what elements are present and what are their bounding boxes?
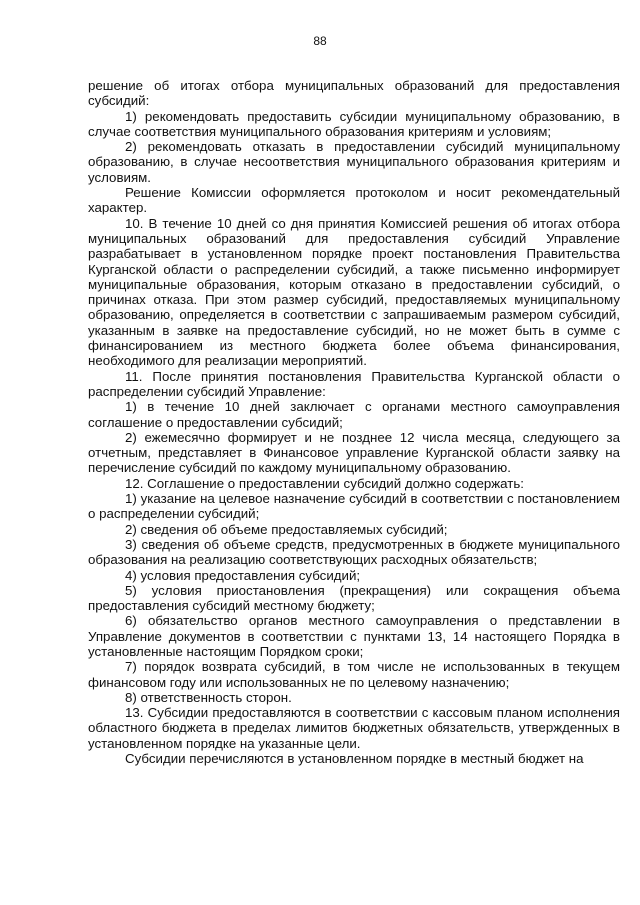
paragraph: 8) ответственность сторон. — [125, 689, 292, 705]
paragraph: 5) условия приостановления (прекращения) или сокращения объема предоставления субсидий местному бюджету; — [88, 582, 620, 614]
paragraph: 1) рекомендовать предоставить субсидии муниципальному образованию, в случае соответствия муниципального образования критериям и условиям; — [88, 108, 620, 139]
paragraph: 3) сведения об объеме средств, предусмотренных в бюджете муниципального образования на реализацию соответствующих расходных обязательств; — [88, 536, 620, 568]
paragraph: 4) условия предоставления субсидий; — [125, 567, 361, 583]
paragraph: решение об итогах отбора муниципальных образований для предоставления субсидий: — [88, 78, 620, 109]
paragraph: 12. Соглашение о предоставлении субсидий должно содержать: — [125, 475, 524, 491]
paragraph: 11. После принятия постановления Правительства Курганской области о распределении субсидий Управление: — [88, 368, 620, 399]
paragraph: 7) порядок возврата субсидий, в том числе не использованных в текущем финансовом году или использованных не по целевому назначению; — [88, 659, 620, 690]
paragraph: 10. В течение 10 дней со дня принятия Комиссией решения об итогах отбора муниципальных образований для предоставления субсидий Управление разрабатывает в установленном порядке проект постановления Правительства Курганской области о распределении субсидий, а также письменно информирует муниципальные образования, которым отказано в предоставлении субсидий, о причинах отказа. При этом размер субсидий, предоставляемых муниципальному образованию, определяется в соответствии с запрашиваемым размером субсидий, указанным в заявке на предоставление субсидий, но не может быть в сумме с финансированием из местного бюджета более объема финансирования, необходимого для реализации мероприятий. — [88, 215, 620, 369]
paragraph: Субсидии перечисляются в установленном порядке в местный бюджет на — [125, 751, 584, 767]
paragraph: 1) указание на целевое назначение субсидий в соответствии с постановлением о распределении субсидий; — [88, 491, 620, 522]
paragraph: Решение Комиссии оформляется протоколом и носит рекомендательный характер. — [88, 185, 620, 216]
paragraph: 2) сведения об объеме предоставляемых субсидий; — [125, 521, 448, 537]
document-body — [88, 78, 620, 766]
paragraph: 1) в течение 10 дней заключает с органами местного самоуправления соглашение о предоставлении субсидий; — [88, 399, 620, 430]
paragraph: 2) ежемесячно формирует и не позднее 12 числа месяца, следующего за отчетным, представляет в Финансовое управление Курганской области заявку на перечисление субсидий по каждому муниципальному образованию. — [88, 429, 620, 476]
paragraph: 6) обязательство органов местного самоуправления о представлении в Управление документов в соответствии с пунктами 13, 14 настоящего Порядка в установленные настоящим Порядком сроки; — [88, 613, 620, 659]
paragraph: 13. Субсидии предоставляются в соответствии с кассовым планом исполнения областного бюджета в пределах лимитов бюджетных обязательств, утвержденных в установленном порядке на указанные цели. — [88, 705, 620, 751]
page-number: 88 — [313, 34, 327, 48]
paragraph: 2) рекомендовать отказать в предоставлении субсидий муниципальному образованию, в случае несоответствия муниципального образования критериям и условиям. — [88, 139, 620, 185]
